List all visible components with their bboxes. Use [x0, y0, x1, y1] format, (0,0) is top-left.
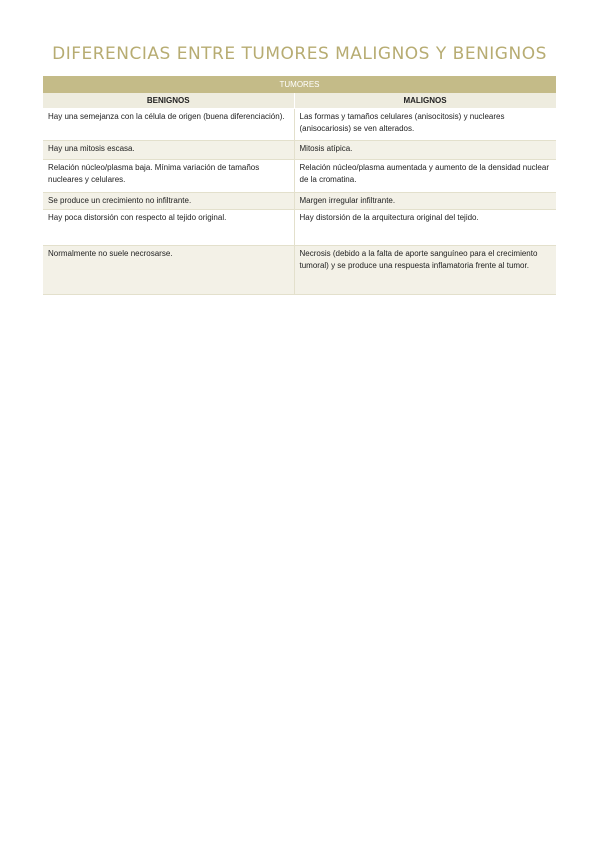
header-benignos: BENIGNOS [43, 93, 294, 109]
cell-malignos: Las formas y tamaños celulares (anisocitosis) y nucleares (anisocariosis) se ven alterados. [294, 109, 556, 141]
cell-benignos: Hay una mitosis escasa. [43, 141, 294, 160]
table-row [43, 193, 556, 210]
cell-malignos: Margen irregular infiltrante. [294, 193, 556, 210]
cell-benignos: Normalmente no suele necrosarse. [43, 246, 294, 295]
table-row [43, 109, 556, 141]
table-row [43, 246, 556, 295]
table-header-row [43, 93, 556, 109]
cell-benignos: Se produce un crecimiento no infiltrante. [43, 193, 294, 210]
cell-malignos: Relación núcleo/plasma aumentada y aumento de la densidad nuclear de la cromatina. [294, 160, 556, 193]
cell-benignos: Hay poca distorsión con respecto al tejido original. [43, 210, 294, 246]
cell-benignos: Hay una semejanza con la célula de origen (buena diferenciación). [43, 109, 294, 141]
cell-benignos: Relación núcleo/plasma baja. Mínima variación de tamaños nucleares y celulares. [43, 160, 294, 193]
cell-malignos: Hay distorsión de la arquitectura original del tejido. [294, 210, 556, 246]
page-title: DIFERENCIAS ENTRE TUMORES MALIGNOS Y BENIGNOS [52, 44, 547, 64]
table-row [43, 141, 556, 160]
cell-malignos: Mitosis atípica. [294, 141, 556, 160]
table-banner: TUMORES [43, 76, 556, 93]
table-banner-row [43, 76, 556, 93]
header-malignos: MALIGNOS [294, 93, 556, 109]
table-row [43, 210, 556, 246]
cell-malignos: Necrosis (debido a la falta de aporte sanguíneo para el crecimiento tumoral) y se produce una respuesta inflamatoria frente al tumor. [294, 246, 556, 295]
tumor-comparison-table [43, 76, 557, 295]
table-row [43, 160, 556, 193]
